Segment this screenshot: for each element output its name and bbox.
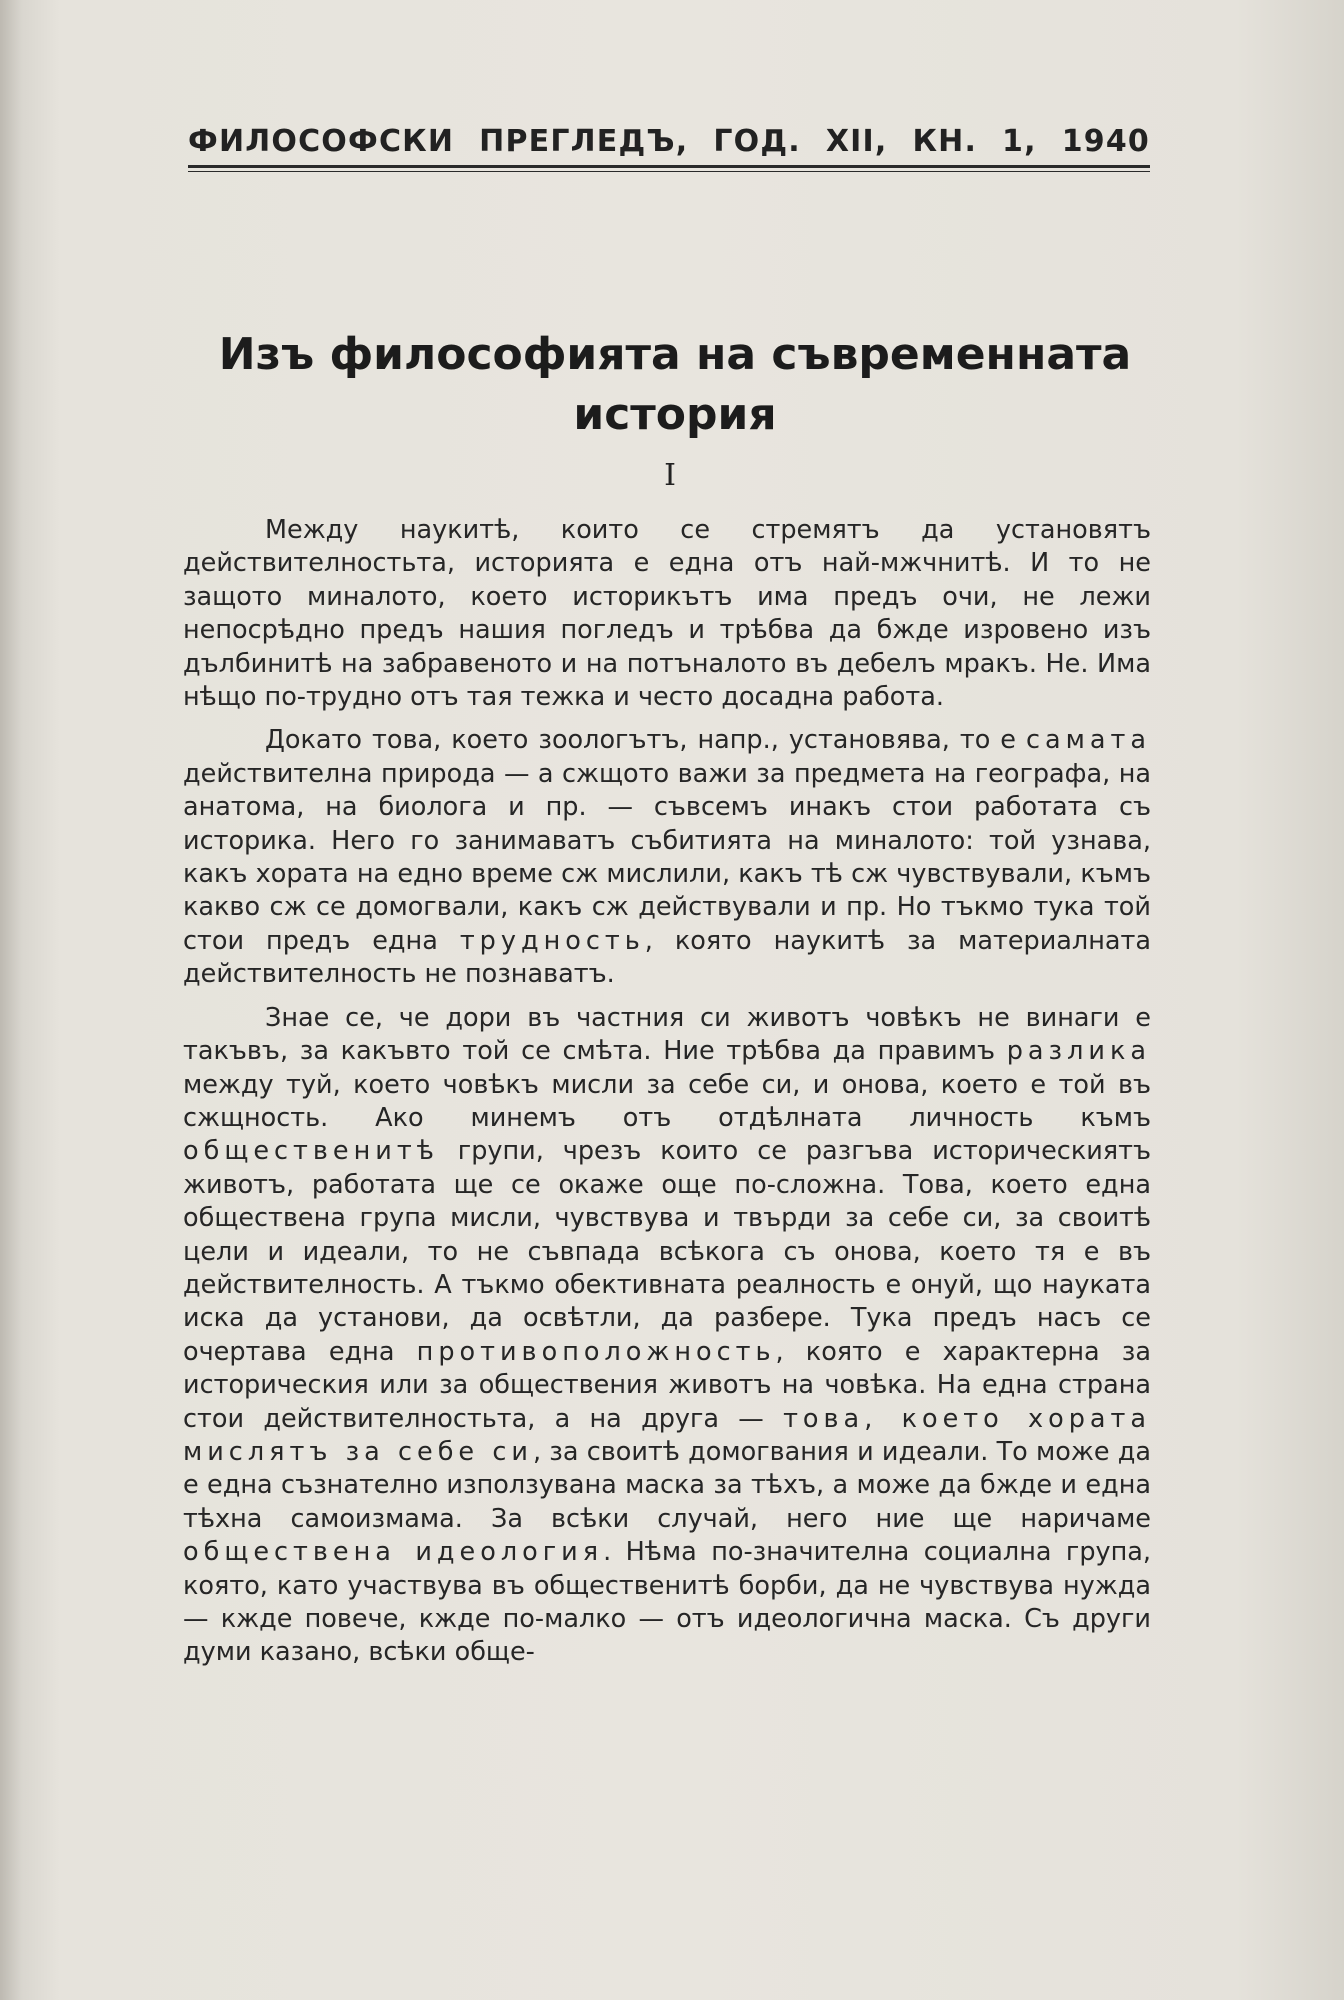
running-title: ФИЛОСОФСКИ ПРЕГЛЕДЪ, ГОД. XII, КН. 1, 1940 [188,124,1150,159]
running-header [188,116,1150,166]
article-title-line-1: Изъ философията на съвременната [218,329,1132,380]
emphasis-spaced: обществена идеология [183,1537,604,1568]
header-rule-thick [188,165,1150,168]
article-title-line-2: история [573,389,777,440]
article-body [183,514,1151,1680]
paragraph-3-text: Знае се, че дори въ частния си животъ човѣкъ не винаги е такъвъ, за какъвто той се смѣта. Ние трѣбва да правимъ [183,1002,1151,1067]
paragraph-3-text: между туй, което човѣкъ мисли за себе си, и онова, което е той въ сжщность. Ако минемъ отъ отдѣлната личность къмъ [183,1069,1151,1133]
article-title [150,325,1200,445]
paragraph-3-text: , за своитѣ домогвания и идеали. То може да е една съзнателно използувана маска за тѣхъ, а може да бжде и една тѣхна самоизмама. За всѣки случай, него ние ще наричаме [183,1436,1151,1534]
paragraph-1: Между наукитѣ, които се стремятъ да установятъ действителностьта, историята е една отъ най-мжчнитѣ. И то не защото миналото, което историкътъ има предъ очи, не лежи непосрѣдно предъ нашия погледъ и трѣбва да бжде изровено изъ дълбинитѣ на забравеното и на потъналото въ дебелъ мракъ. Не. Има нѣщо по-трудно отъ тая тежка и често досадна работа. [183,515,1151,713]
emphasis-spaced: трудность [459,925,645,956]
emphasis-spaced: общественитѣ [183,1136,439,1167]
paragraph-3-text: групи, чрезъ които се разгъва историческиятъ животъ, работата ще се окаже още по-сложна. Това, което една обществена група мисли, чувствува и твърди за себе си, за своитѣ цели и идеали, то не съвпада всѣкога съ онова, което тя е въ действителность. А тъкмо обективната реалность е онуй, що науката иска да установи, да освѣтли, да разбере. Тука предъ насъ се очертава една [183,1136,1151,1367]
paragraph-2 [183,724,1151,991]
paragraph-3-text: , която е характерна за историческия или за обществения животъ на човѣка. На една страна стои действителностьта, а на друга — [183,1336,1151,1434]
emphasis-spaced: самата [1026,725,1151,756]
paragraph-2-text: Докато това, което зоологътъ, напр., установява, то е [265,725,1026,756]
emphasis-spaced: противоположность [416,1336,776,1367]
section-number: I [664,458,676,493]
emphasis-spaced: това, което хората мислятъ за себе си [183,1403,1151,1467]
paragraph-2-text: действителна природа — а сжщото важи за предмета на географа, на анатома, на биолога и пр. — съвсемъ инакъ стои работата съ историка. Него го занимаватъ събитията на миналото: той узнава, какъ хората на едно време сж мислили, какъ тѣ сж чувствували, къмъ какво сж се домогвали, какъ сж действували и пр. Но тъкмо тука той стои предъ една [183,758,1151,956]
paragraph-3-text: . Нѣма по-значителна социална група, която, като участвува въ общественитѣ борби, да не чувствува нужда — кжде повече, кжде по-малко — отъ идеологична маска. Съ други думи казано, всѣки обще- [183,1537,1152,1668]
paragraph-3 [183,1002,1151,1670]
emphasis-spaced: разлика [1006,1036,1151,1067]
header-rule-thin [188,171,1150,172]
paragraph-2-text: , която наукитѣ за материалната действителность не познаватъ. [183,925,1151,990]
